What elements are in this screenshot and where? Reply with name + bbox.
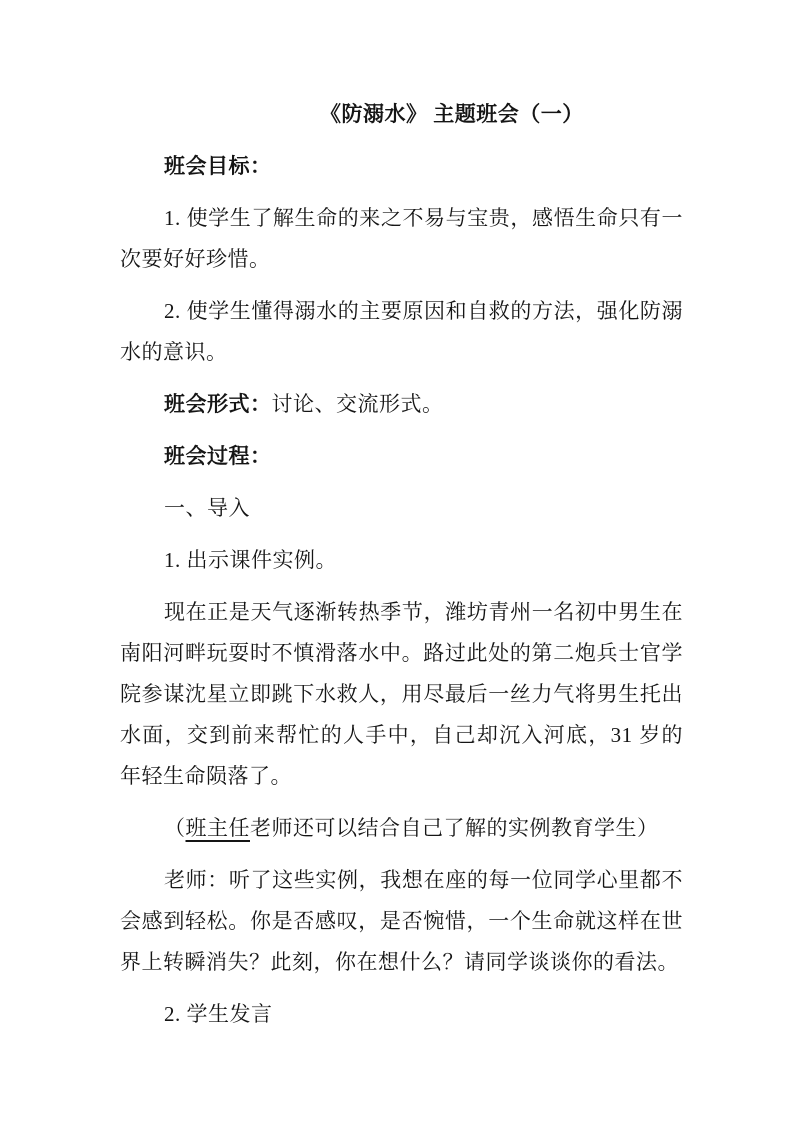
- note-suffix: 老师还可以结合自己了解的实例教育学生）: [250, 816, 659, 840]
- section1-heading: 一、导入: [164, 496, 250, 520]
- form-line: [120, 384, 683, 425]
- section1-step1: 1. 出示课件实例。: [164, 548, 337, 572]
- doc-title: 《防溺水》 主题班会（一）: [320, 102, 584, 126]
- case-paragraph: 现在正是天气逐渐转热季节，潍坊青州一名初中男生在南阳河畔玩耍时不慎滑落水中。路过此处的第二炮兵士官学院参谋沈星立即跳下水救人，用尽最后一丝力气将男生托出水面，交到前来帮忙的人手中，自己却沉入河底，31 岁的年轻生命陨落了。: [120, 600, 683, 788]
- note-underlined-term: 班主任: [185, 816, 250, 840]
- goal-item-1: 1. 使学生了解生命的来之不易与宝贵，感悟生命只有一次要好好珍惜。: [120, 206, 683, 271]
- process-heading: 班会过程：: [164, 444, 272, 468]
- note-paragraph: [120, 808, 683, 849]
- note-prefix: （: [164, 816, 186, 840]
- form-label: 班会形式：: [164, 392, 272, 416]
- form-text: 讨论、交流形式。: [271, 392, 444, 416]
- section1-step2: 2. 学生发言: [164, 1002, 273, 1026]
- teacher-paragraph: 老师：听了这些实例，我想在座的每一位同学心里都不会感到轻松。你是否感叹，是否惋惜，一个生命就这样在世界上转瞬消失？此刻，你在想什么？请同学谈谈你的看法。: [120, 868, 683, 974]
- goal-heading: 班会目标：: [164, 154, 272, 178]
- goal-item-2: 2. 使学生懂得溺水的主要原因和自救的方法，强化防溺水的意识。: [120, 299, 683, 364]
